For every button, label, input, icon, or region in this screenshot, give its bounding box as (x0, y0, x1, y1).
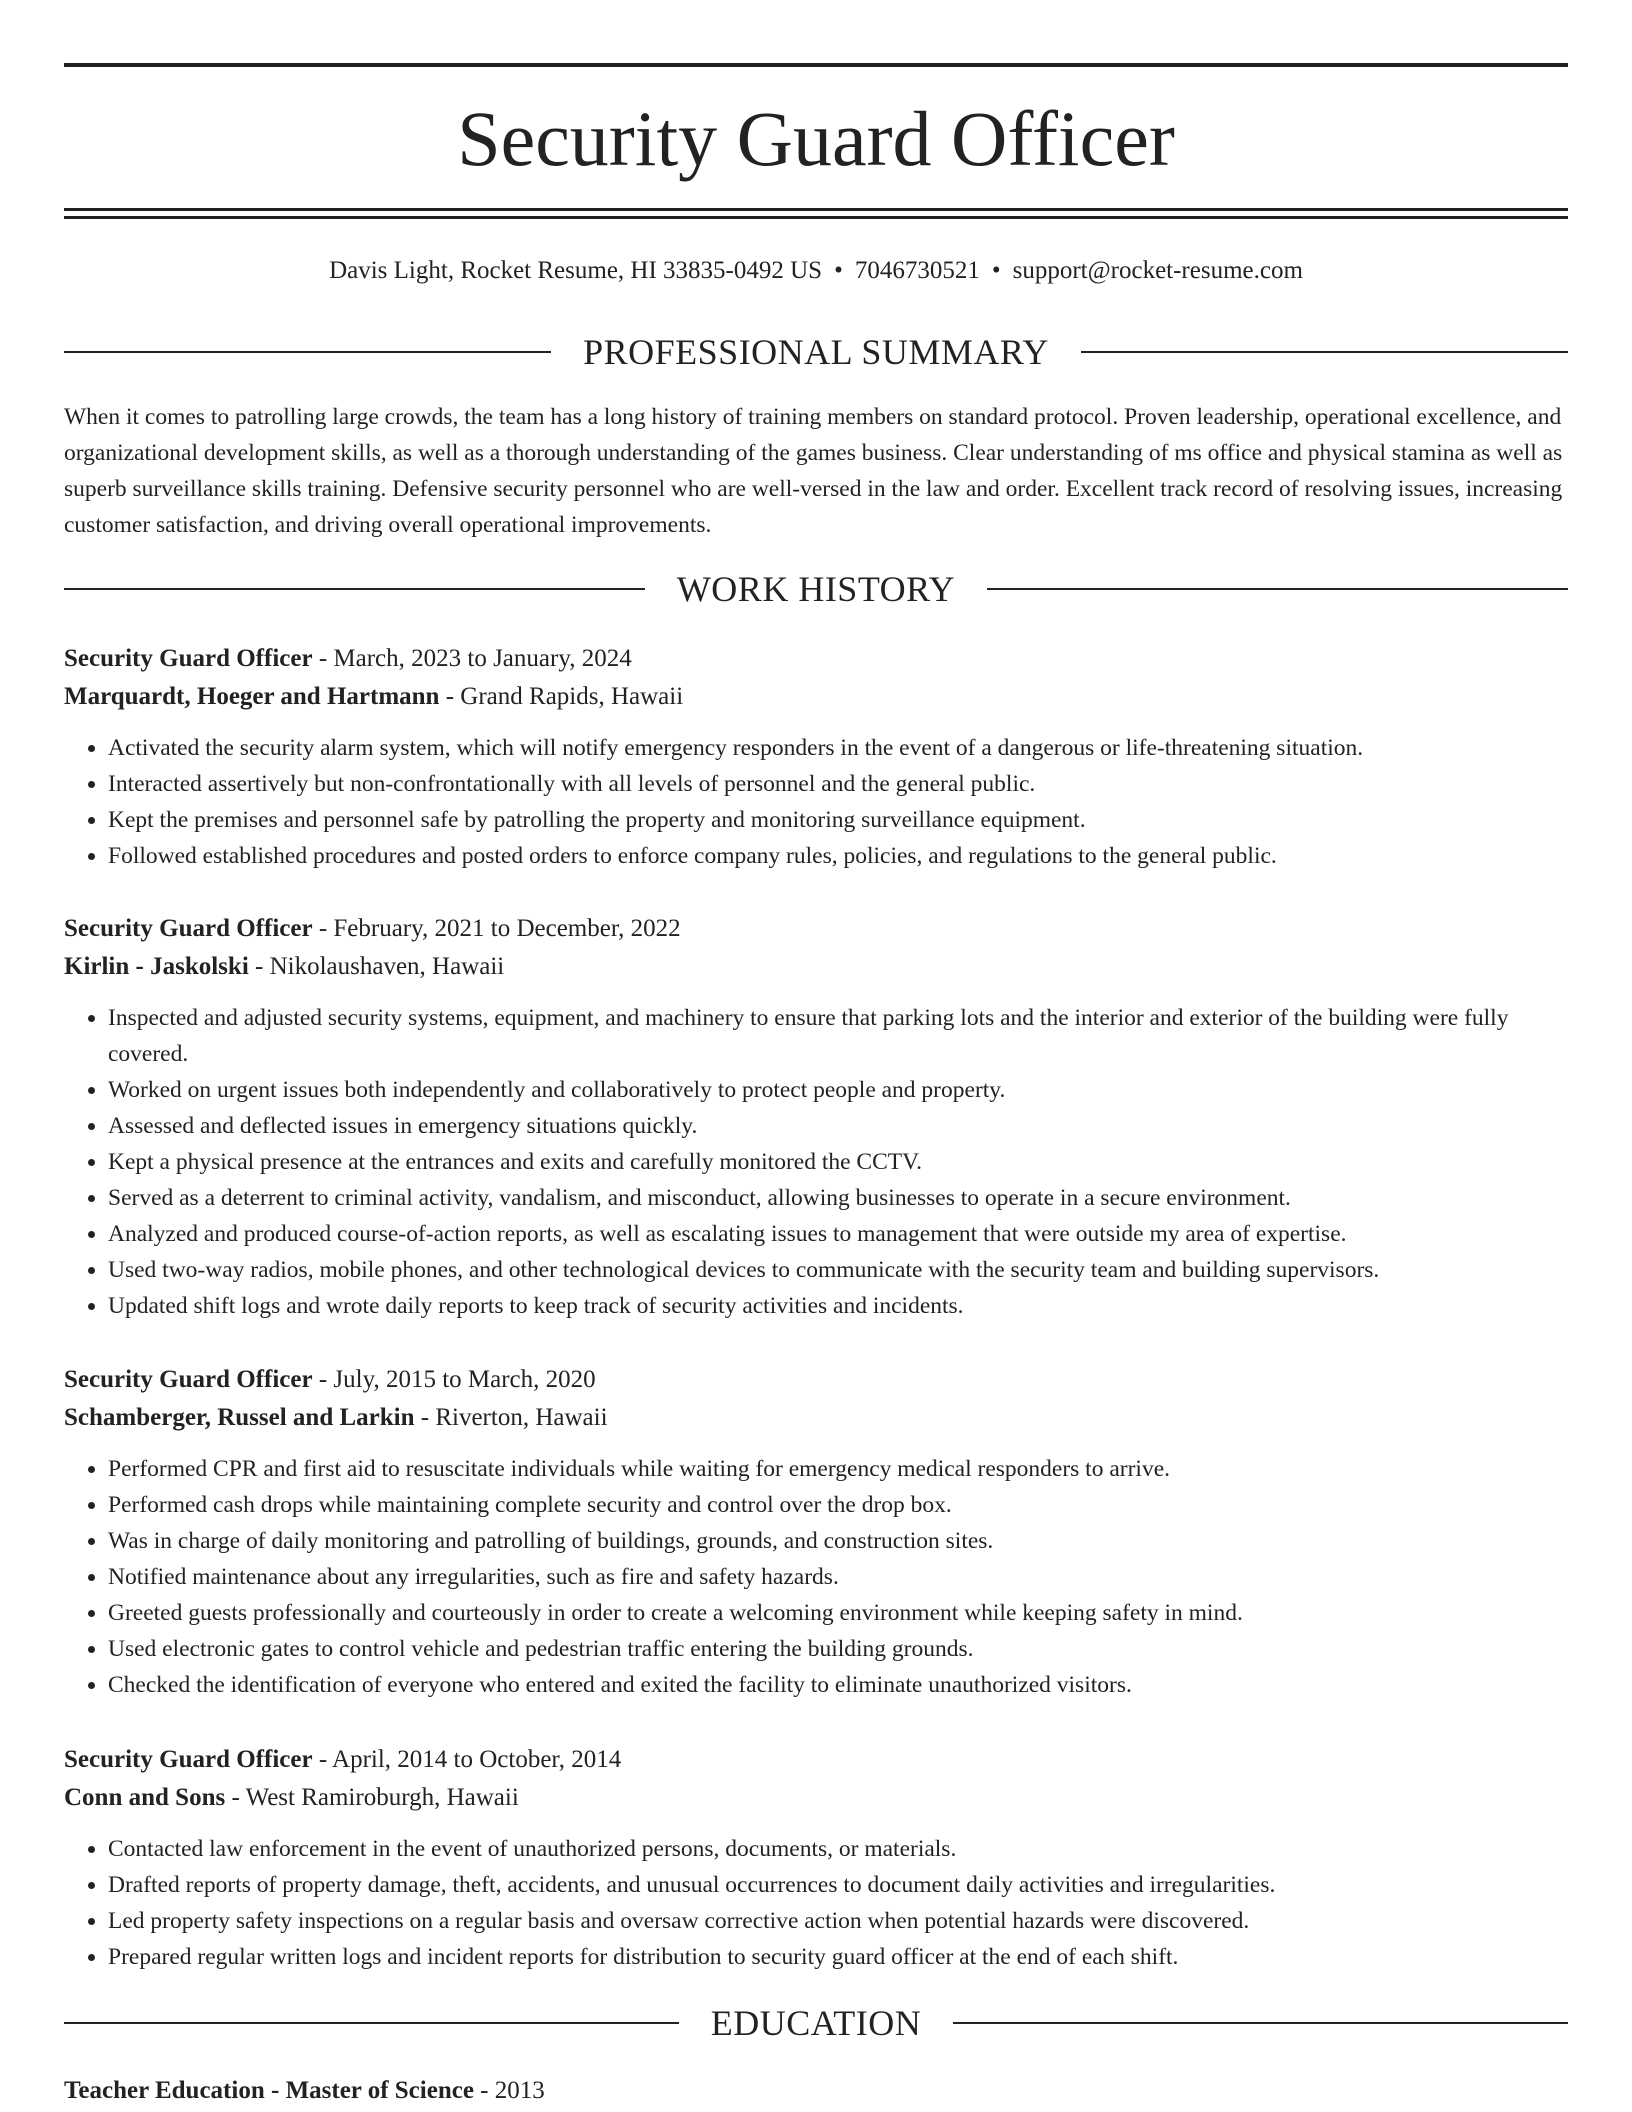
heading-rule-left (64, 588, 645, 590)
text-separator: - (264, 2077, 286, 2104)
job-bullet: • Kept a physical presence at the entrances and exits and carefully monitored the CCTV. (108, 1144, 1568, 1180)
job-entry (64, 640, 1568, 874)
job-title: Security Guard Officer (64, 1366, 313, 1393)
text-separator: - (312, 1746, 333, 1773)
job-title-line (64, 640, 1568, 678)
contact-separator: • (991, 257, 1001, 284)
job-location: Riverton, Hawaii (435, 1404, 608, 1431)
job-company: Marquardt, Hoeger and Hartmann (64, 683, 440, 710)
job-location: West Ramiroburgh, Hawaii (245, 1784, 519, 1811)
job-bullet: • Worked on urgent issues both independently and collaboratively to protect people and property. (108, 1072, 1568, 1108)
job-bullet: • Contacted law enforcement in the event of unauthorized persons, documents, or materials. (108, 1831, 1568, 1867)
job-bullet: • Analyzed and produced course-of-action reports, as well as escalating issues to management that were outside my area of expertise. (108, 1216, 1568, 1252)
job-company-line (64, 1779, 1568, 1817)
heading-rule-right (953, 2022, 1568, 2024)
section-title: EDUCATION (710, 2003, 922, 2043)
job-bullet: • Checked the identification of everyone who entered and exited the facility to eliminate unauthorized visitors. (108, 1667, 1568, 1703)
job-dates: July, 2015 to March, 2020 (333, 1366, 596, 1393)
job-bullet: • Updated shift logs and wrote daily reports to keep track of security activities and incidents. (108, 1288, 1568, 1324)
job-bullet: • Performed CPR and first aid to resuscitate individuals while waiting for emergency medical responders to arrive. (108, 1451, 1568, 1487)
contact-separator: • (834, 257, 843, 284)
job-company-line (64, 948, 1568, 986)
education-entry (64, 2072, 1568, 2110)
heading-rule-right (1081, 351, 1568, 353)
job-company-line (64, 1399, 1568, 1437)
title-rule-upper (64, 208, 1568, 211)
job-bullet: • Interacted assertively but non-confrontationally with all levels of personnel and the general public. (108, 766, 1568, 802)
job-bullet: • Inspected and adjusted security systems, equipment, and machinery to ensure that parking lots and the interior and exterior of the building were fully covered. (108, 1000, 1568, 1072)
job-bullets (64, 1831, 1568, 1975)
contact-address: Davis Light, Rocket Resume, HI 33835-0492 US (329, 257, 823, 284)
job-bullet: • Was in charge of daily monitoring and patrolling of buildings, grounds, and construction sites. (108, 1523, 1568, 1559)
job-company: Kirlin - Jaskolski (64, 953, 249, 980)
section-heading-education (64, 2001, 1568, 2045)
title-rule-lower (64, 216, 1568, 219)
text-separator: - (439, 683, 461, 710)
education-field: Teacher Education (64, 2077, 265, 2104)
job-bullet: • Kept the premises and personnel safe by patrolling the property and monitoring surveillance equipment. (108, 802, 1568, 838)
job-bullet: • Drafted reports of property damage, theft, accidents, and unusual occurrences to document daily activities and irregularities. (108, 1867, 1568, 1903)
section-title: WORK HISTORY (676, 569, 956, 609)
education-degree: Master of Science (285, 2077, 474, 2104)
job-bullet: • Used two-way radios, mobile phones, and other technological devices to communicate with the security team and building supervisors. (108, 1252, 1568, 1288)
job-bullet: • Led property safety inspections on a regular basis and oversaw corrective action when potential hazards were discovered. (108, 1903, 1568, 1939)
text-separator: - (248, 953, 270, 980)
education-year: 2013 (494, 2077, 545, 2104)
job-bullet: • Followed established procedures and posted orders to enforce company rules, policies, and regulations to the general public. (108, 838, 1568, 874)
job-bullet: • Prepared regular written logs and incident reports for distribution to security guard officer at the end of each shift. (108, 1939, 1568, 1975)
text-separator: - (312, 645, 334, 672)
section-heading-summary (64, 330, 1568, 374)
job-entry (64, 1361, 1568, 1703)
job-entry (64, 910, 1568, 1324)
job-bullets (64, 730, 1568, 874)
job-company: Conn and Sons (64, 1784, 226, 1811)
job-dates: April, 2014 to October, 2014 (332, 1746, 622, 1773)
summary-text: When it comes to patrolling large crowds, the team has a long history of training members on standard protocol. Proven leadership, operational excellence, and organizational development skills, as well as a thorough understanding of the games business. Clear understanding of ms office and physical stamina as well as superb surveillance skills training. Defensive security personnel who are well-versed in the law and order. Excellent track record of resolving issues, increasing customer satisfaction, and driving overall operational improvements. (64, 404, 1563, 538)
job-bullet: • Assessed and deflected issues in emergency situations quickly. (108, 1108, 1568, 1144)
job-title-line (64, 1741, 1568, 1779)
text-separator: - (225, 1784, 246, 1811)
heading-rule-left (64, 2022, 679, 2024)
job-title-line (64, 1361, 1568, 1399)
job-dates: March, 2023 to January, 2024 (333, 645, 632, 672)
contact-phone: 7046730521 (854, 257, 980, 284)
job-bullet: • Performed cash drops while maintaining complete security and control over the drop box. (108, 1487, 1568, 1523)
job-title-line (64, 910, 1568, 948)
job-bullet: • Activated the security alarm system, which will notify emergency responders in the event of a dangerous or life-threatening situation. (108, 730, 1568, 766)
job-company: Schamberger, Russel and Larkin (64, 1404, 415, 1431)
text-separator: - (473, 2077, 495, 2104)
heading-rule-right (987, 588, 1568, 590)
text-separator: - (312, 1366, 334, 1393)
text-separator: - (414, 1404, 436, 1431)
job-bullet: • Served as a deterrent to criminal activity, vandalism, and misconduct, allowing businesses to operate in a secure environment. (108, 1180, 1568, 1216)
job-title: Security Guard Officer (64, 645, 313, 672)
top-rule (64, 63, 1568, 67)
section-title: PROFESSIONAL SUMMARY (583, 332, 1049, 372)
job-title: Security Guard Officer (64, 1746, 313, 1773)
job-title: Security Guard Officer (64, 915, 313, 942)
contact-line (64, 254, 1568, 288)
job-bullet: • Greeted guests professionally and courteously in order to create a welcoming environment while keeping safety in mind. (108, 1595, 1568, 1631)
section-heading-work (64, 567, 1568, 611)
job-entry (64, 1741, 1568, 1975)
job-location: Nikolaushaven, Hawaii (269, 953, 505, 980)
job-location: Grand Rapids, Hawaii (460, 683, 684, 710)
heading-rule-left (64, 351, 551, 353)
job-company-line (64, 678, 1568, 716)
job-dates: February, 2021 to December, 2022 (333, 915, 681, 942)
job-bullets (64, 1000, 1568, 1324)
contact-email: support@rocket-resume.com (1012, 257, 1303, 284)
job-bullet: • Notified maintenance about any irregularities, such as fire and safety hazards. (108, 1559, 1568, 1595)
job-bullet: • Used electronic gates to control vehicle and pedestrian traffic entering the building grounds. (108, 1631, 1568, 1667)
job-bullets (64, 1451, 1568, 1703)
resume-title: Security Guard Officer (457, 95, 1175, 182)
text-separator: - (312, 915, 334, 942)
